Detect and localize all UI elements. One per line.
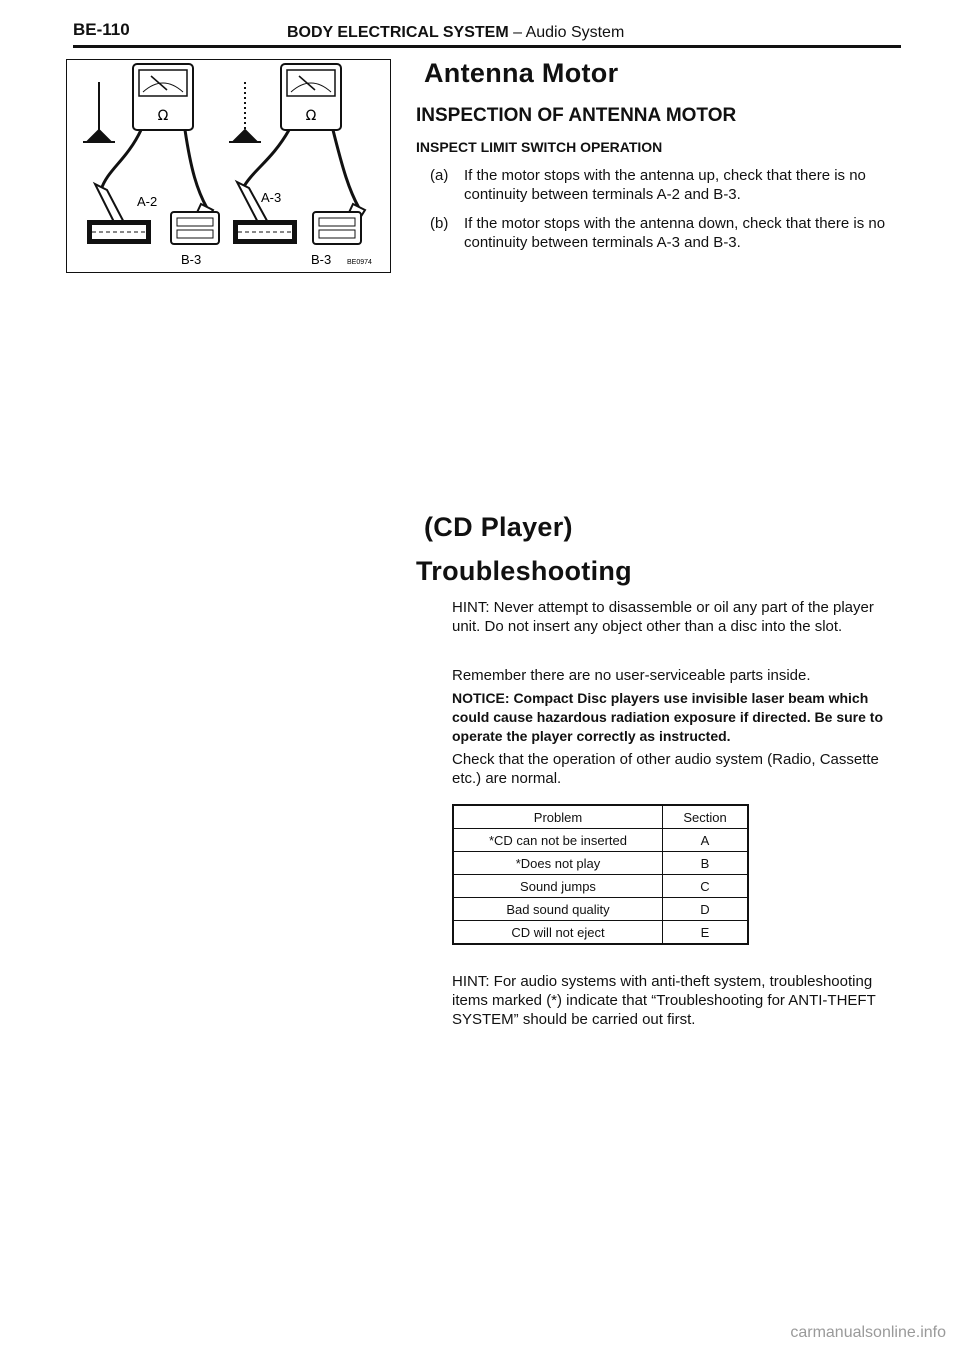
limit-switch-step: INSPECT LIMIT SWITCH OPERATION [416, 139, 663, 155]
meter-left-symbol: Ω [157, 108, 169, 124]
site-watermark: carmanualsonline.info [790, 1324, 946, 1341]
label-b3-right: B-3 [311, 252, 332, 267]
antenna-up-icon [83, 82, 115, 142]
label-a3: A-3 [261, 190, 282, 205]
table-cell: Sound jumps [453, 875, 663, 898]
table-header-row [453, 805, 748, 829]
table-cell: C [663, 875, 749, 898]
item-label: (a) [430, 167, 449, 184]
figure-code: BE0974 [347, 259, 372, 266]
list-item [430, 166, 900, 204]
table-row [453, 852, 748, 875]
antenna-motor-title: Antenna Motor [424, 58, 619, 88]
table-cell: D [663, 898, 749, 921]
hint-text: HINT: Never attempt to disassemble or oil any part of the player unit. Do not insert any object other than a disc into the slot. [452, 599, 874, 635]
connector-b-left-icon [171, 212, 219, 244]
label-a2: A-2 [137, 194, 158, 209]
table-row [453, 921, 748, 945]
connector-a-left-icon [87, 220, 151, 244]
problem-section-table [452, 804, 749, 945]
item-text: If the motor stops with the antenna up, check that there is no continuity between terminals A-2 and B-3. [464, 167, 866, 203]
subsection-name: – Audio System [513, 24, 625, 41]
section-name: BODY ELECTRICAL SYSTEM [287, 24, 509, 41]
item-text: If the motor stops with the antenna down, check that there is no continuity between terminals A-3 and B-3. [464, 215, 886, 251]
connector-b-right-icon [313, 212, 361, 244]
ohmmeter-right-icon [281, 64, 341, 130]
remember-text: Remember there are no user-serviceable parts inside. [452, 667, 811, 684]
antenna-down-icon [229, 82, 261, 142]
table-cell: Bad sound quality [453, 898, 663, 921]
notice-text: NOTICE: Compact Disc players use invisible laser beam which could cause hazardous radiation exposure if directed. Be sure to operate the player correctly as instructed. [452, 690, 883, 744]
cd-player-title: (CD Player) [424, 512, 573, 542]
meter-right-symbol: Ω [305, 108, 317, 124]
table-row [453, 875, 748, 898]
label-b3-left: B-3 [181, 252, 202, 267]
table-cell: *Does not play [453, 852, 663, 875]
table-row [453, 898, 748, 921]
ohmmeter-left-icon [133, 64, 193, 130]
figure-drawing [67, 60, 390, 272]
antenna-test-figure [66, 59, 391, 273]
table-cell: A [663, 829, 749, 852]
troubleshooting-title: Troubleshooting [416, 556, 632, 586]
connector-a-right-icon [233, 220, 297, 244]
anti-theft-hint: HINT: For audio systems with anti-theft system, troubleshooting items marked (*) indicate that “Troubleshooting for ANTI-THEFT SYSTEM” should be carried out first. [452, 973, 876, 1028]
table-cell: *CD can not be inserted [453, 829, 663, 852]
check-text: Check that the operation of other audio system (Radio, Cassette etc.) are normal. [452, 751, 879, 787]
header-title [287, 24, 624, 42]
list-item [430, 214, 900, 252]
table-header: Section [663, 805, 749, 829]
table-cell: E [663, 921, 749, 945]
item-label: (b) [430, 215, 449, 232]
page-code: BE-110 [73, 20, 130, 39]
table-header: Problem [453, 805, 663, 829]
table-cell: CD will not eject [453, 921, 663, 945]
table-row [453, 829, 748, 852]
header-rule [73, 45, 901, 48]
table-cell: B [663, 852, 749, 875]
antenna-inspection-heading: INSPECTION OF ANTENNA MOTOR [416, 105, 737, 126]
